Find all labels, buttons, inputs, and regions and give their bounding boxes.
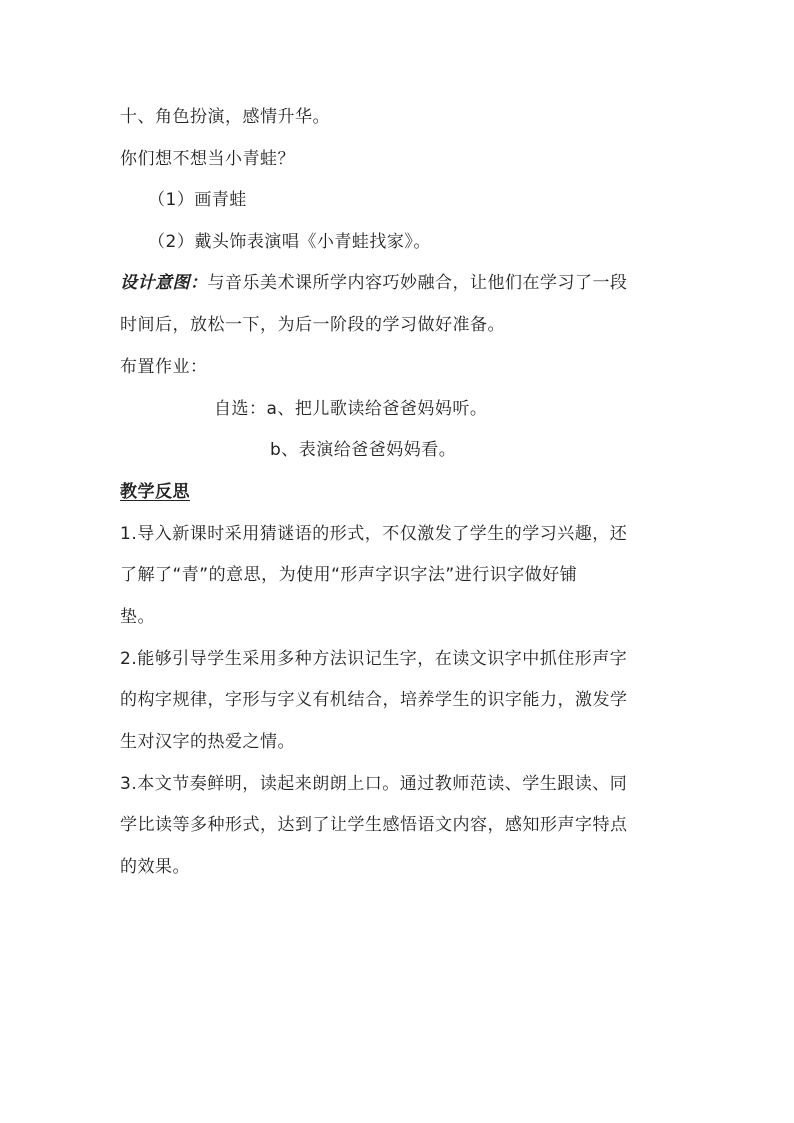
reflection-item-2-line-3: 生对汉字的热爱之情。: [120, 732, 295, 752]
reflection-item-3-line-1: 3.本文节奏鲜明，读起来朗朗上口。通过教师范读、学生跟读、同: [120, 774, 628, 794]
reflection-title: 教学反思: [120, 482, 190, 502]
reflection-item-3-line-3: 的效果。: [120, 857, 190, 877]
reflection-item-3-line-2: 学比读等多种形式，达到了让学生感悟语文内容，感知形声字特点: [120, 815, 628, 835]
section-question: 你们想不想当小青蛙？: [120, 149, 295, 169]
step-draw-frog: （1）画青蛙: [148, 190, 247, 210]
section-heading: 十、角色扮演，感情升华。: [120, 107, 330, 127]
homework-title: 布置作业：: [120, 357, 208, 377]
reflection-item-2-line-1: 2.能够引导学生采用多种方法识记生字，在读文识字中抓住形声字: [120, 649, 628, 669]
design-intent-line-2: 时间后，放松一下，为后一阶段的学习做好准备。: [120, 315, 505, 335]
reflection-item-2-line-2: 的构字规律，字形与字义有机结合，培养学生的识字能力，激发学: [120, 690, 628, 710]
reflection-item-1-line-1: 1.导入新课时采用猜谜语的形式，不仅激发了学生的学习兴趣，还: [120, 524, 628, 544]
reflection-item-1-line-2: 了解了“青”的意思，为使用“形声字识字法”进行识字做好铺: [120, 565, 578, 585]
homework-option-a: 自选：a、把儿歌读给爸爸妈妈听。: [214, 399, 488, 419]
homework-option-b: b、表演给爸爸妈妈看。: [270, 440, 457, 460]
reflection-item-1-line-3: 垫。: [120, 607, 155, 627]
design-intent-line-1: [120, 273, 628, 293]
step-perform-song: （2）戴头饰表演唱《小青蛙找家》。: [148, 232, 431, 252]
design-intent-text-1: 与音乐美术课所学内容巧妙融合，让他们在学习了一段: [207, 273, 628, 293]
design-intent-label: 设计意图：: [120, 273, 208, 293]
